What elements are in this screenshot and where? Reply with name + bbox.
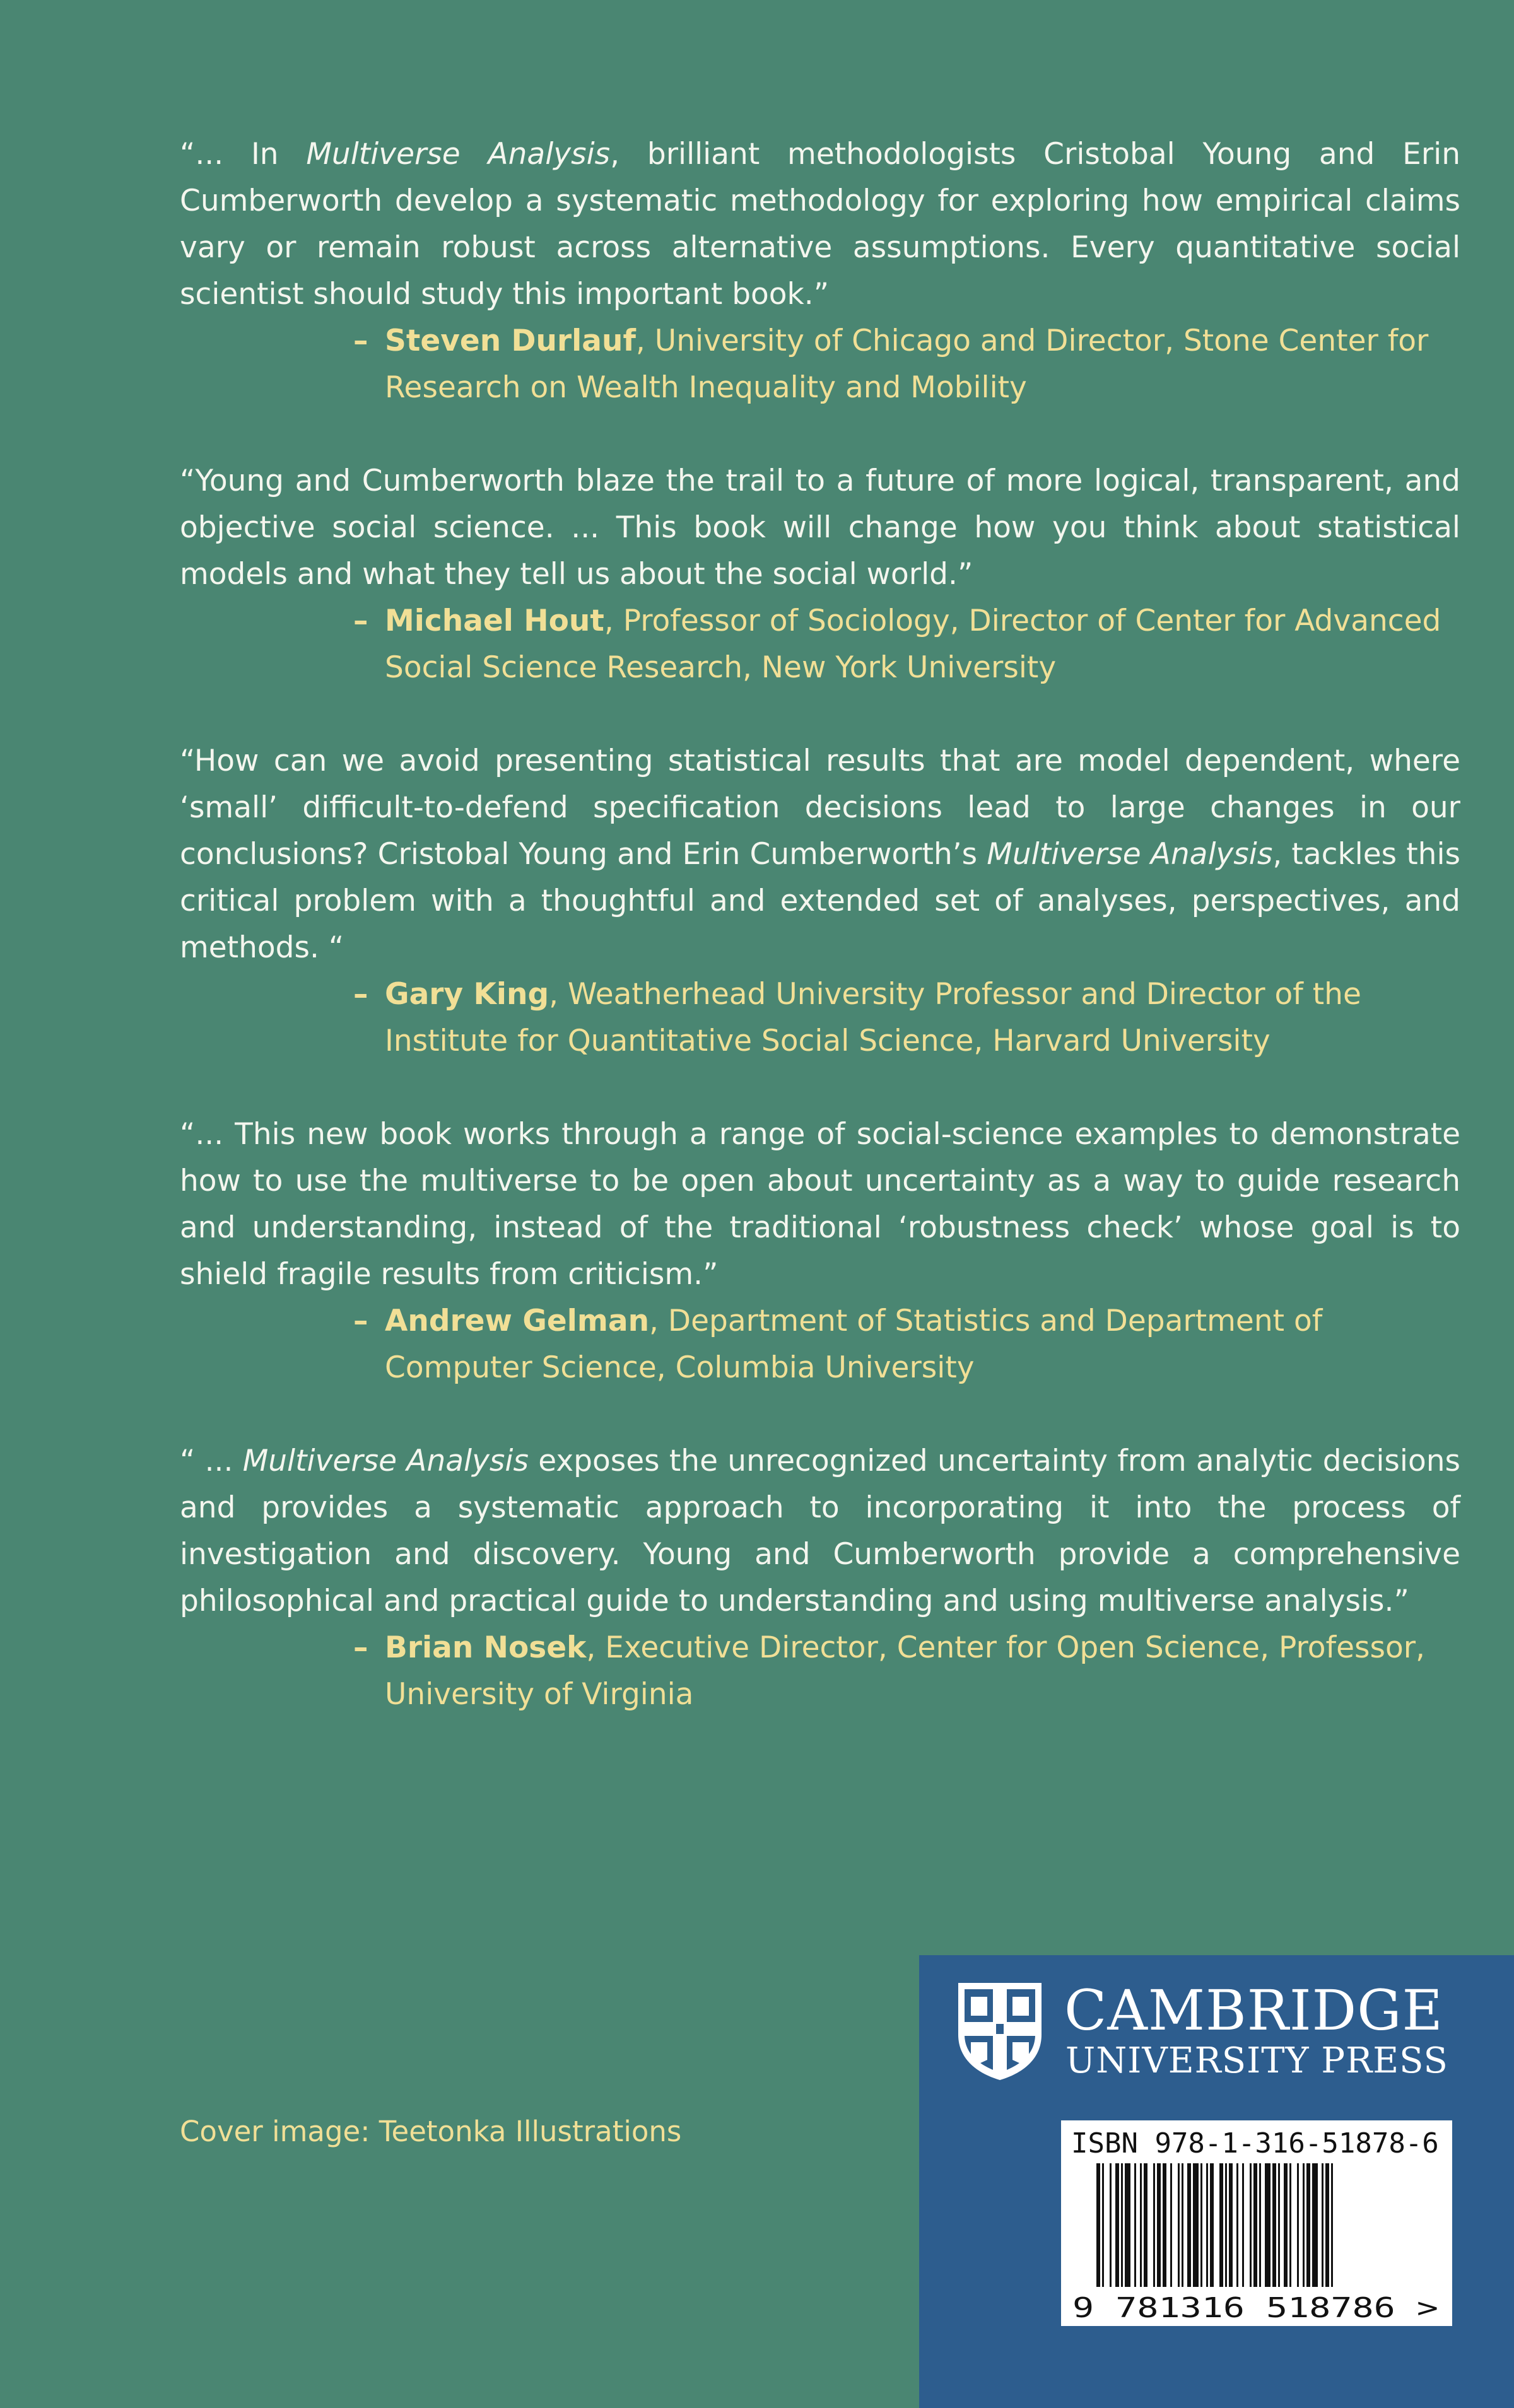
endorsement-nosek — [180, 1438, 1460, 1718]
barcode-bar — [1289, 2163, 1291, 2287]
quote-text — [180, 738, 1460, 971]
attribution-dash: – — [353, 977, 368, 1012]
endorser-affiliation: , Executive Director, Center for Open Science, Professor, University of Virginia — [385, 1630, 1425, 1712]
book-title-italic: Multiverse Analysis — [242, 1444, 529, 1478]
endorser-affiliation: , University of Chicago and Director, Stone Center for Research on Wealth Inequality and Mobility — [385, 324, 1429, 405]
endorsement-king — [180, 738, 1460, 1065]
quote-text-part: “... This new book works through a range of social-science examples to demonstrate how to use the multiverse to be open about uncertainty as a way to guide research and understanding, instead of the traditional ‘robustness check’ whose goal is to shield fragile results from criticism.” — [180, 1117, 1460, 1292]
endorsements — [180, 131, 1460, 1765]
attribution-dash: – — [353, 604, 368, 638]
barcode-bar — [1157, 2163, 1161, 2287]
attribution — [353, 1625, 1460, 1718]
endorser-name: Andrew Gelman — [385, 1304, 650, 1338]
barcode-bar — [1115, 2163, 1119, 2287]
barcode-bar — [1306, 2163, 1310, 2287]
attribution-dash: – — [353, 1304, 368, 1338]
barcode-bar — [1250, 2163, 1252, 2287]
attribution-dash: – — [353, 1630, 368, 1665]
attribution — [353, 971, 1460, 1065]
quote-text-part: , brilliant methodologists Cristobal Young and Erin Cumberworth develop a systematic methodology for exploring how empirical claims vary or remain robust across alternative assumptions. Every quantitative social scientist should study this important book.” — [180, 137, 1460, 312]
barcode-bar — [1210, 2163, 1214, 2287]
endorser-name: Brian Nosek — [385, 1630, 587, 1665]
barcode-bar — [1278, 2163, 1280, 2287]
book-title-italic: Multiverse Analysis — [987, 837, 1273, 872]
university-shield-icon — [956, 1980, 1044, 2081]
barcode-bar — [1219, 2163, 1223, 2287]
endorser-name: Gary King — [385, 977, 549, 1012]
barcode-bar — [1200, 2163, 1202, 2287]
barcode-bar — [1259, 2163, 1261, 2287]
barcode-bar — [1110, 2163, 1112, 2287]
barcode-bar — [1303, 2163, 1305, 2287]
barcode-graphic — [1071, 2163, 1442, 2321]
endorser-name: Michael Hout — [385, 604, 604, 638]
quote-text — [180, 458, 1460, 598]
barcode-bar — [1134, 2163, 1136, 2287]
barcode-bar — [1242, 2163, 1244, 2287]
endorser-affiliation: , Department of Statistics and Department of Computer Science, Columbia University — [385, 1304, 1323, 1385]
barcode-bar — [1265, 2163, 1270, 2287]
barcode-bar — [1170, 2163, 1172, 2287]
barcode-digits: 9 781316 518786 > — [1072, 2292, 1438, 2321]
quote-text-part: “How can we avoid presenting statistical results that are model dependent, where ‘small’ difficult-to-defend specification decisions lead to large changes in our conclusions? Cristobal Young and Erin Cumberworth’s — [180, 744, 1460, 872]
barcode-bar — [1193, 2163, 1199, 2287]
isbn-barcode — [1061, 2120, 1452, 2326]
quote-text — [180, 131, 1460, 318]
attribution — [353, 318, 1460, 411]
barcode-bar — [1182, 2163, 1183, 2287]
attribution — [353, 1298, 1460, 1391]
barcode-bar — [1325, 2163, 1329, 2287]
endorsement-hout — [180, 458, 1460, 691]
cover-image-credit: Cover image: Teetonka Illustrations — [180, 2115, 682, 2148]
publisher-panel — [919, 1955, 1514, 2408]
barcode-bar — [1153, 2163, 1155, 2287]
barcode-bar — [1312, 2163, 1318, 2287]
quote-text-part: “ ... — [180, 1444, 243, 1478]
publisher-subname: UNIVERSITY PRESS — [1065, 2040, 1448, 2081]
endorsement-durlauf — [180, 131, 1460, 411]
quote-text — [180, 1111, 1460, 1298]
endorser-name: Steven Durlauf — [385, 324, 636, 358]
barcode-bar — [1096, 2163, 1100, 2287]
barcode-bar — [1253, 2163, 1257, 2287]
endorser-affiliation: , Professor of Sociology, Director of Center for Advanced Social Science Research, New York University — [385, 604, 1441, 685]
barcode-bar — [1331, 2163, 1333, 2287]
barcode-bars — [1096, 2163, 1333, 2287]
barcode-bar — [1140, 2163, 1142, 2287]
barcode-bar — [1225, 2163, 1227, 2287]
quote-text-part: “... In — [180, 137, 307, 172]
barcode-bar — [1206, 2163, 1208, 2287]
barcode-bar — [1322, 2163, 1323, 2287]
endorser-affiliation: , Weatherhead University Professor and Director of the Institute for Quantitative Social Science, Harvard University — [385, 977, 1361, 1058]
barcode-bar — [1125, 2163, 1130, 2287]
barcode-bar — [1121, 2163, 1123, 2287]
quote-text — [180, 1438, 1460, 1625]
barcode-bar — [1178, 2163, 1180, 2287]
barcode-bar — [1102, 2163, 1104, 2287]
publisher-name: CAMBRIDGE — [1064, 1978, 1443, 2043]
isbn-label: ISBN 978-1-316-51878-6 — [1071, 2127, 1439, 2160]
barcode-bar — [1144, 2163, 1147, 2287]
barcode-bar — [1297, 2163, 1299, 2287]
barcode-bar — [1284, 2163, 1288, 2287]
barcode-bar — [1229, 2163, 1233, 2287]
book-title-italic: Multiverse Analysis — [306, 137, 611, 172]
quote-text-part: exposes the unrecognized uncertainty from analytic decisions and provides a systematic approach to incorporating it into the process of investigation and discovery. Young and Cumberworth provide a comprehensive philosophical and practical guide to understanding and using multiverse analysis.” — [180, 1444, 1460, 1618]
endorsement-gelman — [180, 1111, 1460, 1391]
barcode-bar — [1272, 2163, 1276, 2287]
barcode-bar — [1187, 2163, 1191, 2287]
quote-text-part: , tackles this critical problem with a thoughtful and extended set of analyses, perspectives, and methods. “ — [180, 837, 1460, 965]
barcode-bar — [1236, 2163, 1238, 2287]
quote-text-part: “Young and Cumberworth blaze the trail to a future of more logical, transparent, and objective social science. ... This book will change how you think about statistical models and what they tell us about the social world.” — [180, 464, 1460, 592]
attribution — [353, 598, 1460, 691]
barcode-bar — [1163, 2163, 1166, 2287]
attribution-dash: – — [353, 324, 368, 358]
